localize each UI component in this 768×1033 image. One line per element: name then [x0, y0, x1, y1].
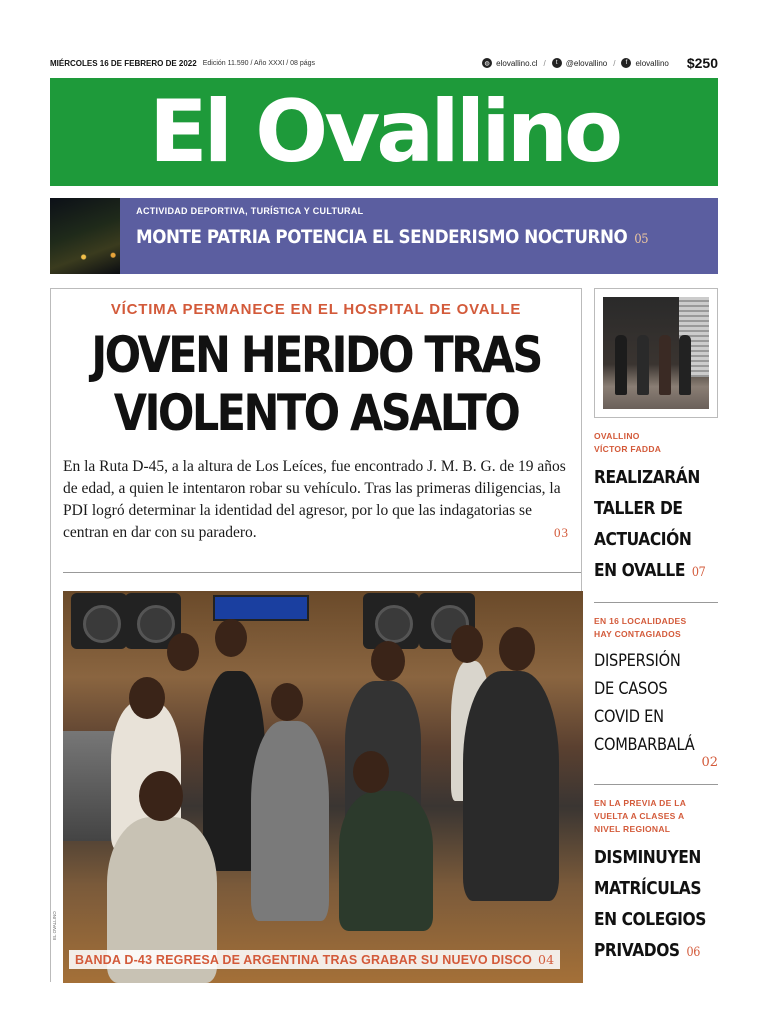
main-body-text: En la Ruta D-45, a la altura de Los Leíces, fue encontrado J. M. B. G. de 19 años de edad, a quien le intentaron robar su vehículo. Tras las primeras diligencias, la PDI logró determinar la identidad del agresor, por lo que las indagatorias se centran en dar con su paradero. [63, 458, 566, 541]
sidebar-story-3[interactable] [594, 797, 718, 968]
cover-price: $250 [686, 55, 718, 71]
separator: / [613, 58, 616, 68]
kicker-line: EN LA PREVIA DE LA [594, 798, 687, 808]
photo-caption [69, 950, 560, 969]
teaser-kicker: ACTIVIDAD DEPORTIVA, TURÍSTICA Y CULTURAL [136, 206, 364, 216]
sidebar-kicker [594, 615, 718, 641]
kicker-line: VUELTA A CLASES A [594, 811, 685, 821]
facebook-handle[interactable]: elovallino [635, 58, 669, 68]
teaser-headline-text: MONTE PATRIA POTENCIA EL SENDERISMO NOCTURNO [136, 226, 628, 248]
main-story [50, 288, 582, 982]
band-member-head [129, 677, 165, 719]
main-page-number: 03 [554, 525, 569, 540]
band-member [339, 791, 433, 931]
headline-line: DISPERSIÓN [594, 651, 681, 671]
band-member-head [499, 627, 535, 671]
figure [615, 335, 627, 395]
band-member-head [371, 641, 405, 681]
sidebar-kicker [594, 797, 718, 836]
photo-caption-text: BANDA D-43 REGRESA DE ARGENTINA TRAS GRABAR SU NUEVO DISCO [75, 953, 533, 967]
newspaper-title: El Ovallino [148, 82, 620, 182]
kicker-line: NIVEL REGIONAL [594, 824, 671, 834]
headline-line: DE CASOS [594, 679, 668, 699]
figure [637, 335, 649, 395]
top-info-bar [50, 56, 718, 70]
teaser-headline [136, 226, 648, 248]
sidebar-headline [594, 842, 706, 968]
headline-line: MATRÍCULAS [594, 878, 702, 899]
studio-monitor [213, 595, 309, 621]
main-headline-line1: JOVEN HERIDO TRAS [91, 326, 541, 384]
figure [659, 335, 671, 395]
headline-line: DISMINUYEN [594, 847, 701, 868]
theater-photo [603, 297, 709, 409]
sidebar-kicker [594, 430, 718, 456]
band-member-head [215, 619, 247, 657]
kicker-line: EN 16 LOCALIDADES [594, 616, 687, 626]
main-kicker: VÍCTIMA PERMANECE EN EL HOSPITAL DE OVALLE [110, 301, 522, 318]
main-headline-line2: VIOLENTO ASALTO [113, 384, 519, 442]
divider [594, 784, 718, 785]
photo-credit: EL OVALLINO [52, 911, 57, 940]
sidebar-headline [594, 647, 701, 759]
band-member-head [271, 683, 303, 721]
twitter-icon: t [552, 58, 562, 68]
sidebar-headline [594, 462, 706, 588]
sidebar-page-number: 02 [701, 755, 718, 770]
kicker-line: HAY CONTAGIADOS [594, 629, 681, 639]
headline-line: ACTUACIÓN [594, 529, 692, 550]
social-links [482, 58, 669, 68]
divider [63, 572, 581, 573]
main-body [63, 456, 569, 544]
band-member-head [451, 625, 483, 663]
sidebar-page-number: 07 [691, 565, 706, 580]
photo-page-number: 04 [538, 952, 555, 967]
facebook-icon: f [621, 58, 631, 68]
headline-line [594, 555, 706, 588]
sidebar-story-1[interactable] [594, 430, 718, 588]
band-member [251, 721, 329, 921]
teaser-photo [50, 198, 120, 274]
night-lights [60, 248, 120, 266]
teaser-banner[interactable] [50, 198, 718, 274]
divider [594, 602, 718, 603]
figure [679, 335, 691, 395]
teaser-page-number: 05 [634, 232, 649, 247]
headline-line: COMBARBALÁ [594, 735, 695, 755]
headline-line [594, 935, 701, 968]
globe-icon: ◍ [482, 58, 492, 68]
band-member-head [353, 751, 389, 793]
headline-line-text: PRIVADOS [594, 940, 680, 961]
headline-line: REALIZARÁN [594, 467, 700, 488]
kicker-line: VÍCTOR FADDA [594, 444, 662, 454]
headline-line: EN COLEGIOS [594, 909, 706, 930]
sidebar-story-2[interactable] [594, 615, 718, 770]
headline-line: TALLER DE [594, 498, 683, 519]
sidebar-page-number: 06 [686, 945, 700, 960]
headline-line: COVID EN [594, 707, 664, 727]
main-headline[interactable] [88, 326, 544, 442]
website-link[interactable]: elovallino.cl [496, 58, 538, 68]
speaker [71, 593, 127, 649]
separator: / [543, 58, 546, 68]
band-photo[interactable] [63, 591, 583, 983]
issue-date: MIÉRCOLES 16 DE FEBRERO DE 2022 [50, 58, 197, 68]
band-member-head [167, 633, 199, 671]
masthead [50, 78, 718, 186]
band-member-head [139, 771, 183, 821]
twitter-handle[interactable]: @elovallino [565, 58, 608, 68]
sidebar-photo[interactable] [594, 288, 718, 418]
kicker-line: OVALLINO [594, 431, 640, 441]
edition-info: Edición 11.590 / Año XXXI / 08 págs [202, 59, 316, 67]
band-member [463, 671, 559, 901]
headline-line-text: EN OVALLE [594, 560, 686, 581]
sidebar [594, 288, 718, 968]
